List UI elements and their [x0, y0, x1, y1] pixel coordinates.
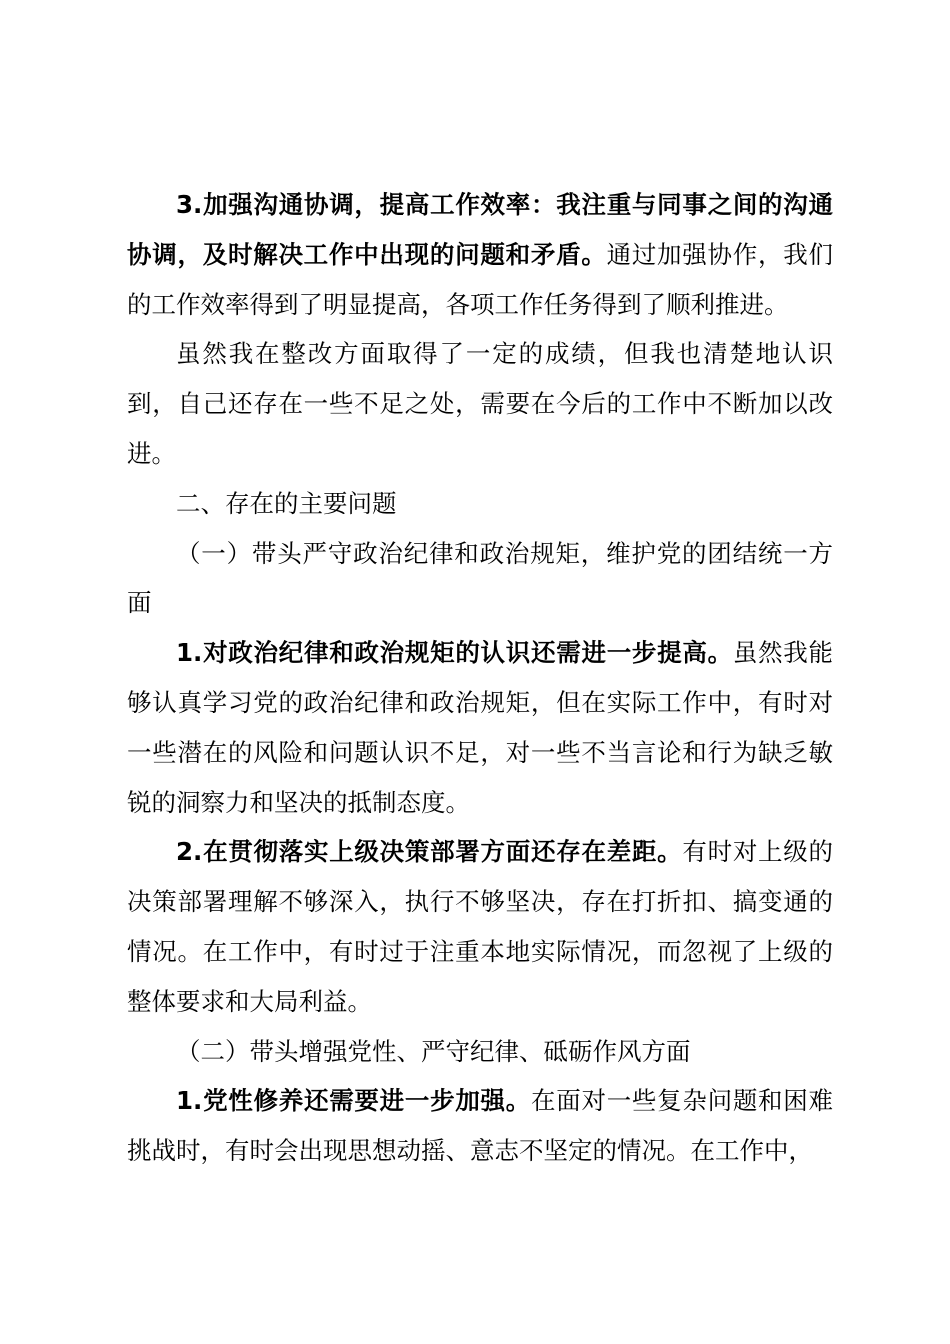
section-heading-text: 二、存在的主要问题	[176, 488, 397, 518]
paragraph-text: 有时对上级的决策部署理解不够深入，执行不够坚决，存在打折扣、搞变通的情况。在工作中，有时过于注重本地实际情况，而忽视了上级的整体要求和大局利益。	[127, 837, 834, 1016]
paragraph-text: 在面对一些复杂问题和困难挑战时，有时会出现思想动摇、意志不坚定的情况。在工作中，	[127, 1086, 833, 1166]
paragraph-party-cultivation	[127, 1076, 833, 1176]
paragraph-heading: 1.对政治纪律和政治规矩的认识还需进一步提高。	[176, 638, 733, 668]
subsection-heading-party-spirit	[127, 1027, 833, 1077]
paragraph-communication-coordination	[127, 180, 833, 329]
document-body	[127, 180, 833, 1176]
section-heading-main-problems	[127, 479, 833, 529]
paragraph-shortcomings-intro	[127, 329, 833, 478]
subsection-heading-text: （二）带头增强党性、严守纪律、砥砺作风方面	[176, 1036, 691, 1066]
paragraph-text: 虽然我在整改方面取得了一定的成绩，但我也清楚地认识到，自己还存在一些不足之处，需要在今后的工作中不断加以改进。	[127, 339, 833, 468]
paragraph-heading: 2.在贯彻落实上级决策部署方面还存在差距。	[176, 837, 683, 867]
paragraph-heading: 1.党性修养还需要进一步加强。	[176, 1086, 532, 1116]
paragraph-text: 虽然我能够认真学习党的政治纪律和政治规矩，但在实际工作中，有时对一些潜在的风险和问题认识不足，对一些不当言论和行为缺乏敏锐的洞察力和坚决的抵制态度。	[127, 638, 834, 817]
paragraph-heading: 3.加强沟通协调，提高工作效率：我注重与同事之间的沟通协调，及时解决工作中出现的问题和矛盾。	[127, 190, 833, 269]
paragraph-political-awareness	[127, 628, 833, 827]
paragraph-text: 通过加强协作，我们的工作效率得到了明显提高，各项工作任务得到了顺利推进。	[127, 239, 834, 319]
subsection-heading-political-discipline	[127, 529, 833, 629]
paragraph-implementation-gap	[127, 827, 833, 1026]
subsection-heading-text: （一）带头严守政治纪律和政治规矩，维护党的团结统一方面	[127, 538, 833, 618]
